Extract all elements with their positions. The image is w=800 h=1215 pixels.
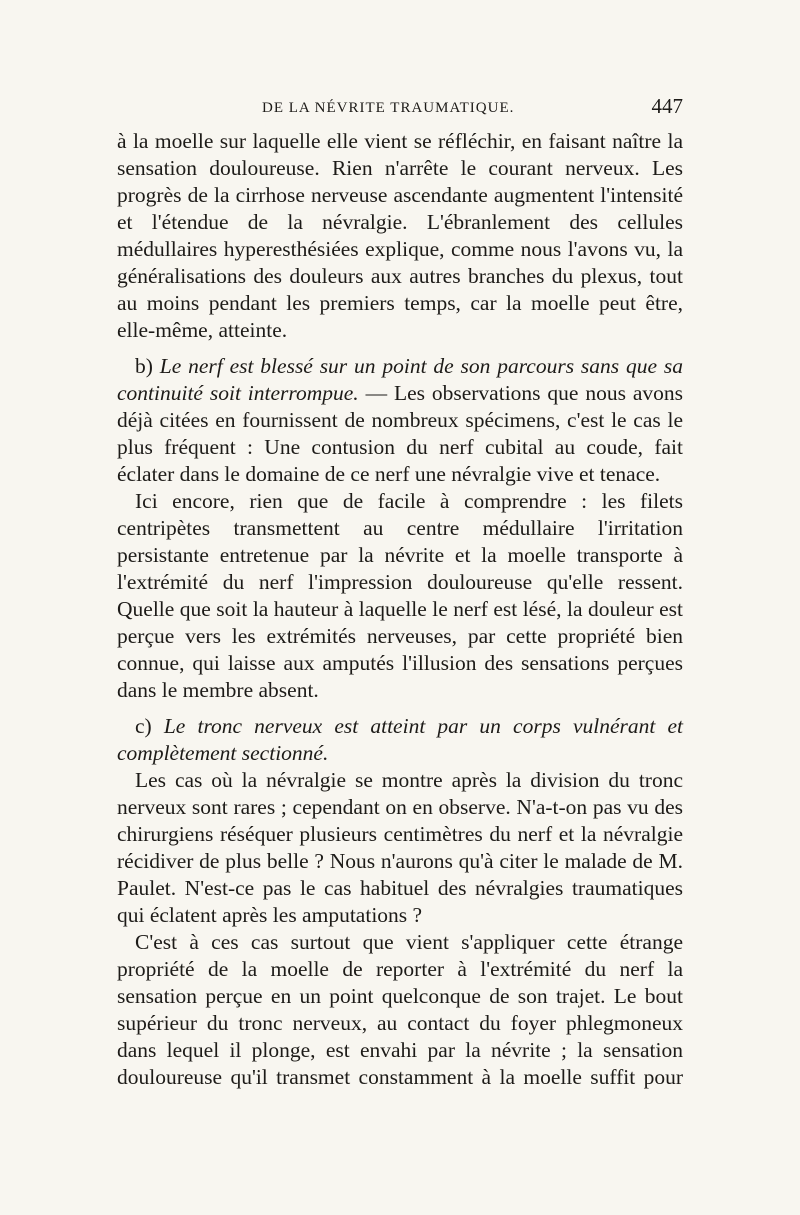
section-c xyxy=(117,713,683,767)
section-c-label: c) xyxy=(135,714,152,738)
page-header xyxy=(117,94,683,124)
paragraph-3: Ici encore, rien que de facile à comprendre : les filets centripètes transmettent au centre médullaire l'irritation persistante entretenue par la névrite et la moelle transporte à l'extrémité du nerf l'impression douloureuse qu'elle ressent. Quelle que soit la hauteur à laquelle le nerf est lésé, la douleur est perçue vers les extrémités nerveuses, par cette propriété bien connue, qui laisse aux amputés l'illusion des sensations perçues dans le membre absent. xyxy=(117,489,683,702)
paragraph-5: Les cas où la névralgie se montre après la division du tronc nerveux sont rares ; cependant on en observe. N'a-t-on pas vu des chirurgiens réséquer plusieurs centimètres du nerf et la névralgie récidiver de plus belle ? Nous n'aurons qu'à citer le malade de M. Paulet. N'est-ce pas le cas habituel des névralgies traumatiques qui éclatent après les amputations ? xyxy=(117,768,683,927)
page-number: 447 xyxy=(651,94,683,118)
section-b-heading: Le nerf est blessé sur un point de son parcours sans que sa continuité soit interrompue. xyxy=(117,354,684,405)
section-c-heading: Le tronc nerveux est atteint par un corps vulnérant et complètement sectionné. xyxy=(117,714,683,765)
running-title: DE LA NÉVRITE TRAUMATIQUE. xyxy=(262,100,515,116)
paragraph-6: C'est à ces cas surtout que vient s'appliquer cette étrange propriété de la moelle de reporter à l'extrémité du nerf la sensation perçue en un point quelconque de son trajet. Le bout supérieur du tronc nerveux, au contact du foyer phlegmoneux dans lequel il plonge, est envahi par la névrite ; la sensation douloureuse qu'il transmet constamment à la moelle suffit pour xyxy=(117,930,683,1089)
section-b-text: — Les observations que nous avons déjà citées en fournissent de nombreux spécimens, c'est le cas le plus fréquent : Une contusion du nerf cubital au coude, fait éclater dans le domaine de ce nerf une névralgie vive et tenace. xyxy=(117,381,683,486)
body-text xyxy=(117,128,683,1091)
section-b-label: b) xyxy=(135,354,153,378)
section-b xyxy=(117,353,683,488)
paragraph-1: à la moelle sur laquelle elle vient se réfléchir, en faisant naître la sensation douloureuse. Rien n'arrête le courant nerveux. Les progrès de la cirrhose nerveuse ascendante augmentent l'intensité et l'étendue de la névralgie. L'ébranlement des cellules médullaires hyperesthésiées explique, comme nous l'avons vu, la généralisations des douleurs aux autres branches du plexus, tout au moins pendant les premiers temps, car la moelle peut être, elle-même, atteinte. xyxy=(117,129,683,342)
